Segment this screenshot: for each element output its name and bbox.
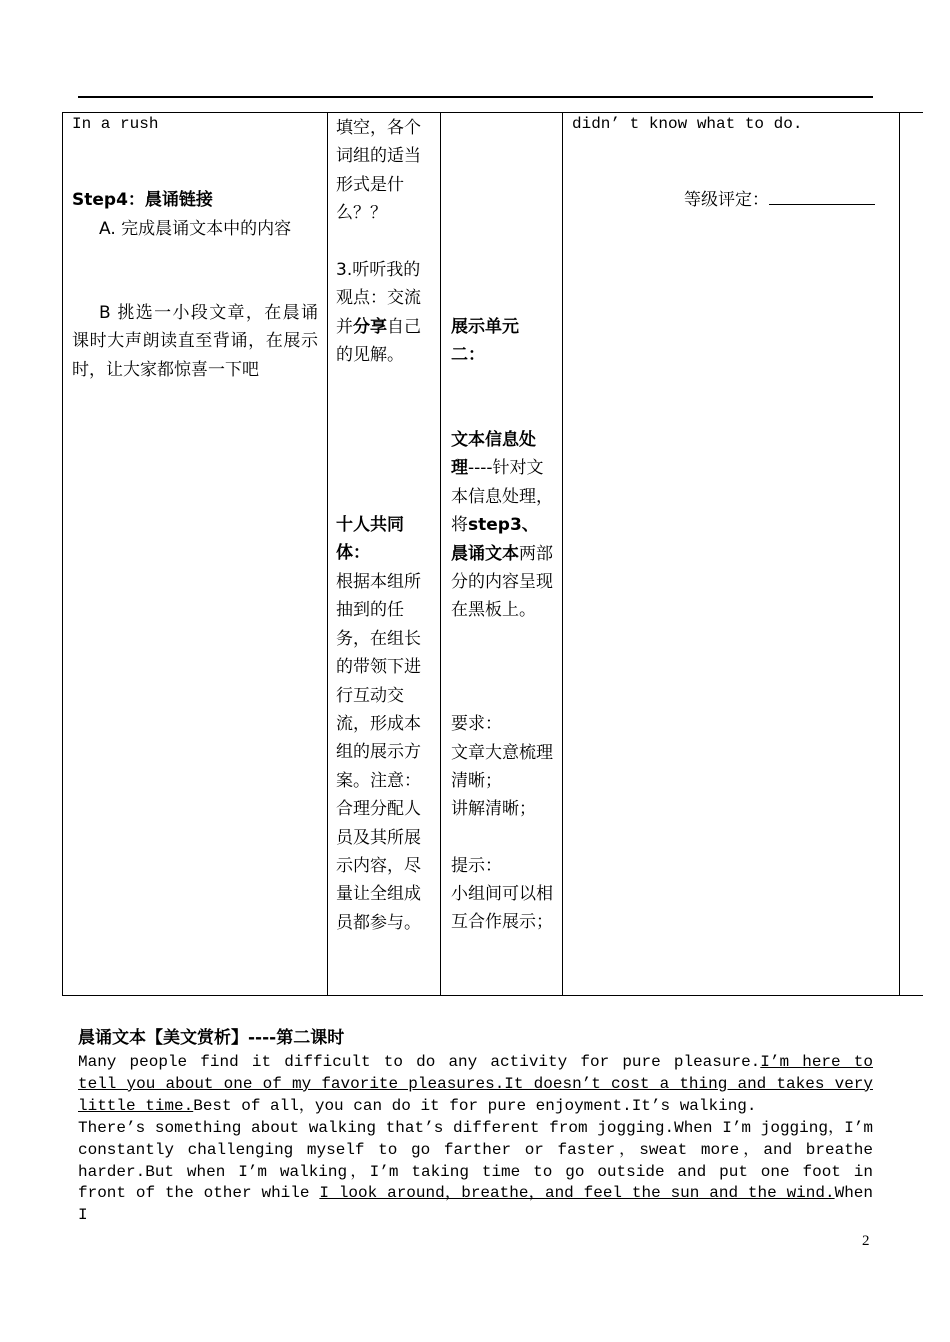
p1-underlined: I’m here to tell you about one of my favorite pleasures.It doesn’t cost a thing and takes very little time. — [78, 1053, 873, 1115]
col2-fill-question: 填空，各个词组的适当形式是什么？？ — [336, 118, 421, 224]
p2-text-end: When I — [78, 1184, 873, 1225]
step4-item-a: A. 完成晨诵文本中的内容 — [99, 219, 292, 239]
hint-body: 小组间可以相互合作展示； — [451, 884, 553, 933]
group-instructions: 根据本组所抽到的任务，在组长的带领下进行互动交流，形成本组的展示方案。注意：合理分配人员及其所展示内容，尽量让全组成员都参与。 — [336, 572, 421, 933]
p1-text-end: Best of all，you can do it for pure enjoyment.It’s walking. — [193, 1096, 757, 1115]
table-divider-2 — [440, 112, 441, 995]
table-divider-4 — [899, 112, 900, 995]
requirement-2: 讲解清晰； — [451, 799, 536, 819]
display-unit-title: 展示单元二： — [451, 317, 519, 366]
table-divider-1 — [327, 112, 328, 995]
text-processing-title: 文本信息处理 — [451, 430, 536, 479]
group-title: 十人共同体： — [336, 515, 404, 564]
text-processing-bold2: step3、晨诵文本 — [451, 515, 539, 564]
reading-heading: 晨诵文本【美文赏析】----第二课时 — [78, 1028, 345, 1048]
p2-underlined: I look around，breathe，and feel the sun and the wind. — [319, 1184, 835, 1203]
grade-blank — [769, 189, 875, 205]
grade-label: 等级评定： — [684, 190, 769, 210]
hint-title: 提示： — [451, 856, 502, 876]
page-number: 2 — [862, 1233, 870, 1249]
requirement-1: 文章大意梳理清晰； — [451, 743, 553, 792]
table-divider-3 — [562, 112, 563, 995]
reading-paragraph-1 — [78, 1052, 873, 1117]
p2-text: There’s something about walking that’s different from jogging.When I’m jogging，I’m constantly challenging myself to go farther or faster，sweat more，and breathe harder.But when I’m walking，I’m taking time to go outside and put one foot in front of the other while — [78, 1119, 874, 1203]
reading-paragraph-2 — [78, 1118, 873, 1227]
p1-text: Many people find it difficult to do any activity for pure pleasure. — [78, 1053, 761, 1071]
text-processing-block — [451, 426, 555, 625]
col2-opinion-question — [336, 256, 434, 370]
header-rule — [78, 96, 873, 98]
opinion-text-pre: 3.听听我的观点：交流并 — [336, 260, 421, 337]
requirements-title: 要求： — [451, 714, 502, 734]
col1-in-a-rush: In a rush — [72, 115, 159, 133]
step4-item-b: B 挑选一小段文章，在晨诵课时大声朗读直至背诵，在展示时，让大家都惊喜一下吧 — [72, 303, 318, 380]
opinion-text-post: 自己的见解。 — [336, 316, 421, 366]
col4-text: didn’ t know what to do. — [572, 115, 803, 133]
step4-title: Step4：晨诵链接 — [72, 190, 213, 210]
text-processing-desc2: 两部分的内容呈现在黑板上。 — [451, 543, 553, 621]
text-processing-desc: ----针对文本信息处理，将 — [451, 458, 553, 536]
grade-rating — [684, 186, 875, 214]
opinion-text-share: 分享 — [353, 316, 387, 337]
